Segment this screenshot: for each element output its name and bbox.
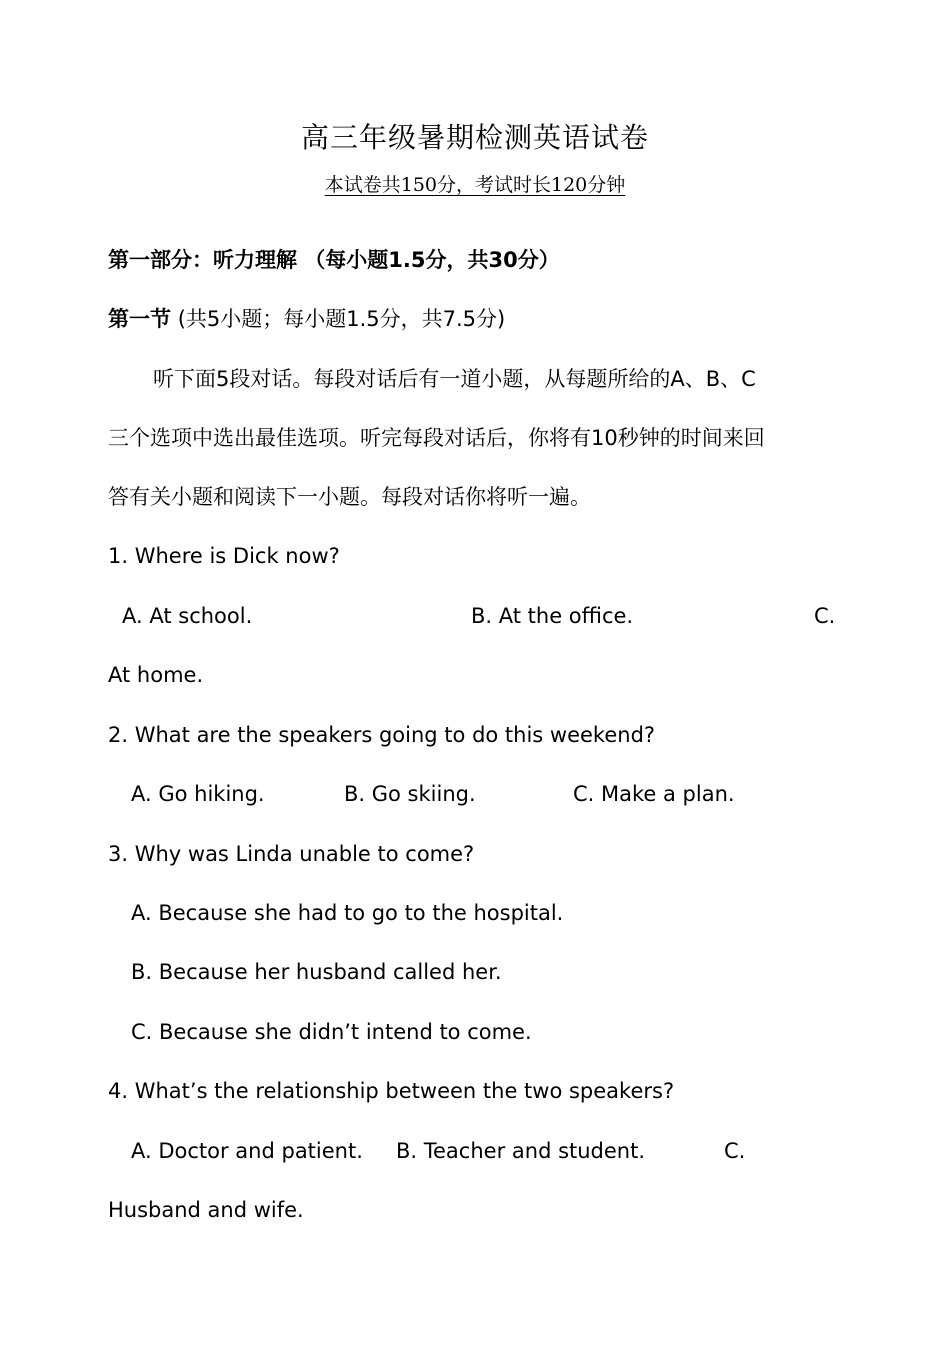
question-3-option-a: A. Because she had to go to the hospital. <box>131 901 564 925</box>
instructions-line-3: 答有关小题和阅读下一小题。每段对话你将听一遍。 <box>108 485 591 509</box>
question-1-option-b: B. At the office. <box>471 604 634 628</box>
question-1: 1. Where is Dick now? <box>108 544 340 568</box>
question-4-option-a: A. Doctor and patient. <box>131 1139 363 1163</box>
question-1-option-c-text: At home. <box>108 663 204 687</box>
question-2-option-c: C. Make a plan. <box>573 782 735 806</box>
question-4: 4. What’s the relationship between the two speakers? <box>108 1079 675 1103</box>
question-2: 2. What are the speakers going to do this weekend? <box>108 723 656 747</box>
section1-heading <box>108 304 505 334</box>
subtitle-text: 本试卷共150分，考试时长120分钟 <box>324 174 626 196</box>
question-3-option-c: C. Because she didn’t intend to come. <box>131 1020 532 1044</box>
page-subtitle <box>0 170 950 200</box>
question-4-option-c-text: Husband and wife. <box>108 1198 304 1222</box>
instructions-line-2: 三个选项中选出最佳选项。听完每段对话后，你将有10秒钟的时间来回 <box>108 426 765 450</box>
question-1-option-a: A. At school. <box>122 604 253 628</box>
part1-heading: 第一部分：听力理解 （每小题1.5分，共30分） <box>108 248 560 272</box>
question-2-option-b: B. Go skiing. <box>344 782 476 806</box>
question-2-option-a: A. Go hiking. <box>131 782 265 806</box>
question-4-option-c: C. <box>724 1139 746 1163</box>
question-3: 3. Why was Linda unable to come? <box>108 842 475 866</box>
section1-label: 第一节 <box>108 307 171 331</box>
question-1-option-c: C. <box>814 604 836 628</box>
page-title: 高三年级暑期检测英语试卷 <box>300 121 649 154</box>
instructions-line-1: 听下面5段对话。每段对话后有一道小题，从每题所给的A、B、C <box>153 367 756 391</box>
section1-note: (共5小题；每小题1.5分，共7.5分) <box>177 307 506 331</box>
question-4-option-b: B. Teacher and student. <box>396 1139 646 1163</box>
question-3-option-b: B. Because her husband called her. <box>131 960 502 984</box>
